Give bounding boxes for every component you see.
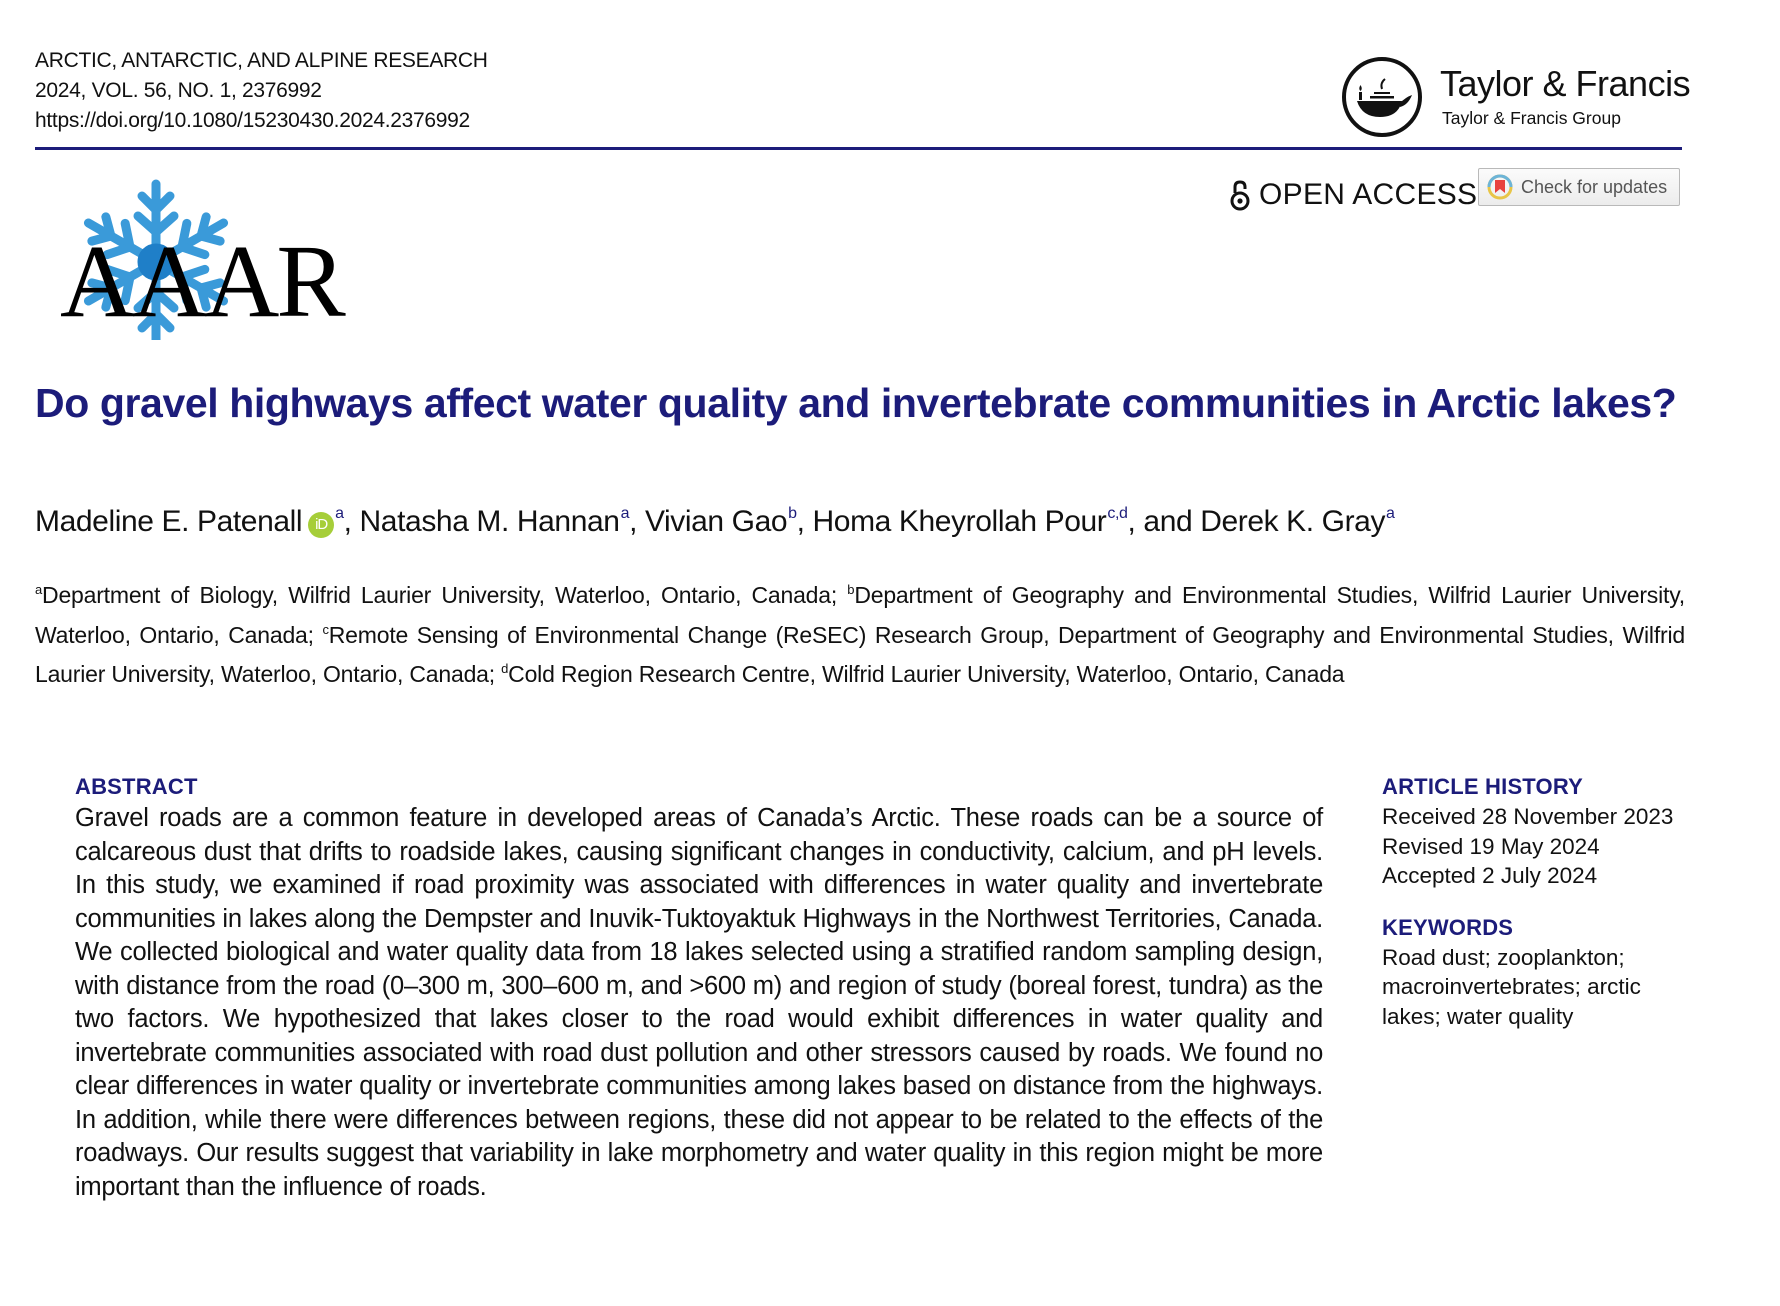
article-title: Do gravel highways affect water quality and invertebrate communities in Arctic lakes?	[35, 380, 1677, 426]
publisher-name: Taylor & Francis	[1440, 63, 1691, 104]
society-logo-text: AAAR	[60, 224, 343, 339]
author-name: Madeline E. Patenall	[35, 505, 303, 538]
journal-meta	[35, 46, 488, 136]
author-separator: ,	[1127, 505, 1144, 538]
author-name: Natasha M. Hannan	[359, 505, 620, 538]
author-separator: ,	[629, 505, 645, 538]
affiliation-mark: b	[847, 582, 855, 597]
author-name: Homa Kheyrollah Pour	[812, 505, 1107, 538]
affiliation-mark: a	[35, 582, 43, 597]
open-access-label: OPEN ACCESS	[1259, 178, 1478, 211]
doi-link[interactable]: https://doi.org/10.1080/15230430.2024.2376992	[35, 109, 470, 132]
affiliation-mark: a	[335, 505, 344, 522]
abstract-heading: ABSTRACT	[75, 774, 198, 799]
affiliation-mark: b	[788, 505, 797, 522]
crossmark-icon	[1487, 174, 1513, 200]
affiliation-text: Cold Region Research Centre, Wilfrid Laurier University, Waterloo, Ontario, Canada	[508, 661, 1345, 687]
affiliation-mark: c	[322, 621, 329, 637]
publisher-group: Taylor & Francis Group	[1442, 108, 1621, 128]
author-name: and Derek K. Gray	[1143, 505, 1386, 538]
author-name: Vivian Gao	[644, 505, 788, 538]
affiliation-text: Remote Sensing of Environmental Change (ReSEC) Research Group, Department of Geography and Environmental Studies, Wilfrid Laurier University, Waterloo, Ontario, Canada;	[35, 621, 1685, 687]
affiliation-mark: d	[501, 661, 509, 676]
affiliation-mark: a	[1386, 505, 1395, 522]
affiliation-text: Department of Biology, Wilfrid Laurier University, Waterloo, Ontario, Canada;	[42, 582, 848, 608]
open-lock-icon	[1230, 179, 1250, 211]
revised-date: Revised 19 May 2024	[1382, 833, 1600, 859]
journal-name: ARCTIC, ANTARCTIC, AND ALPINE RESEARCH	[35, 49, 488, 72]
check-for-updates-label: Check for updates	[1521, 176, 1668, 197]
received-date: Received 28 November 2023	[1382, 804, 1674, 829]
abstract-text: Gravel roads are a common feature in developed areas of Canada’s Arctic. These roads can be a source of calcareous dust that drifts to roadside lakes, causing significant changes in conductivity, calcium, and pH levels. In this study, we examined if road proximity was associated with differences in water quality and invertebrate communities in lakes along the Dempster and Inuvik-Tuktoyaktuk Highways in the Northwest Territories, Canada. We collected biological and water quality data from 18 lakes selected using a stratified random sampling design, with distance from the road (0–300 m, 300–600 m, and >600 m) and region of study (boreal forest, tundra) as the two factors. We hypothesized that lakes closer to the road would exhibit differences in water quality and invertebrate communities associated with road dust pollution and other stressors caused by roads. We found no clear differences in water quality or invertebrate communities among lakes based on distance from the highways. In addition, while there were differences between regions, these did not appear to be related to the effects of the roadways. Our results suggest that variability in lake morphometry and water quality in this region might be more important than the influence of roads.	[75, 804, 1323, 1201]
author-separator: ,	[343, 505, 360, 538]
publisher-logo	[1340, 55, 1690, 145]
affiliations	[35, 573, 1685, 692]
author-list	[35, 505, 1395, 539]
keywords-list: Road dust; zooplankton; macroinvertebrates; arctic lakes; water quality	[1382, 944, 1641, 1029]
affiliation-mark: a	[620, 505, 630, 522]
header-rule	[35, 147, 1682, 150]
affiliation-text: Department of Geography and Environmental Studies, Wilfrid Laurier University, Waterloo, Ontario, Canada;	[35, 582, 1685, 648]
open-access-badge	[1230, 178, 1477, 212]
journal-volume: 2024, VOL. 56, NO. 1, 2376992	[35, 79, 322, 102]
accepted-date: Accepted 2 July 2024	[1382, 863, 1598, 888]
article-info-sidebar	[1382, 772, 1702, 1031]
oil-lamp-icon	[1340, 55, 1424, 139]
article-history-heading: ARTICLE HISTORY	[1382, 774, 1584, 799]
check-for-updates-button[interactable]	[1478, 168, 1680, 206]
author-separator: ,	[796, 505, 813, 538]
affiliation-mark: c,d	[1107, 505, 1128, 522]
abstract-section	[75, 772, 1323, 1204]
keywords-heading: KEYWORDS	[1382, 914, 1514, 940]
orcid-icon[interactable]: iD	[308, 512, 334, 538]
